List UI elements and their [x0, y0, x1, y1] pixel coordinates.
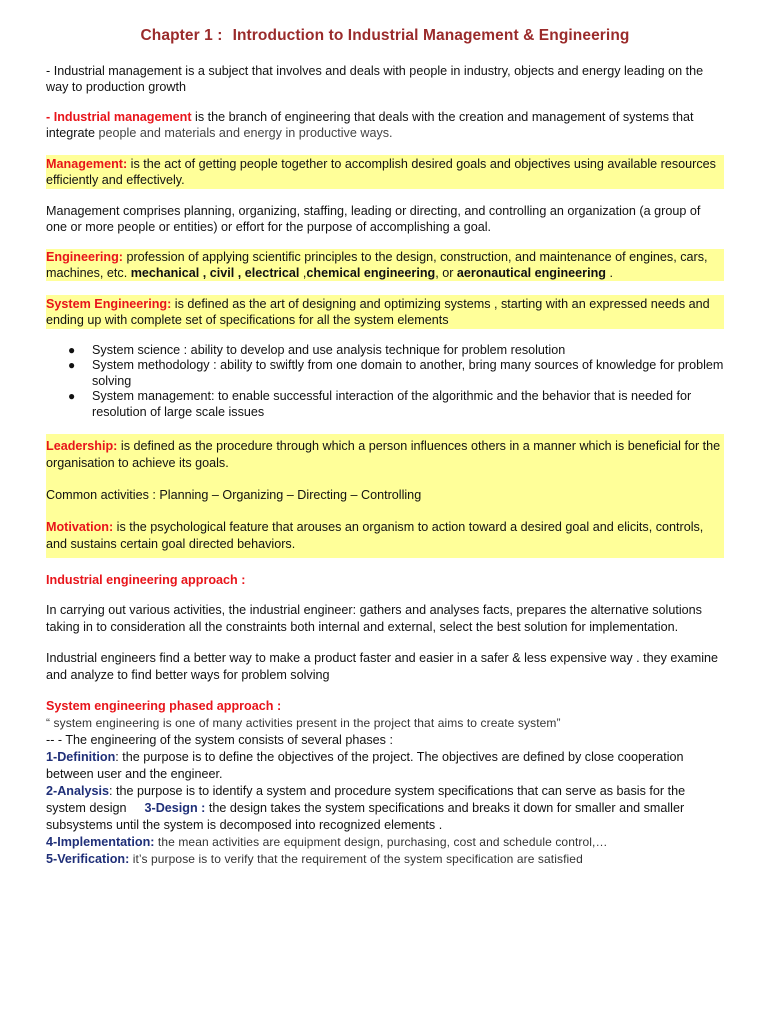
phase-definition: 1-Definition: the purpose is to define the objectives of the project. The objectives are defined by close cooperation between user and the engineer. [46, 750, 684, 782]
ie-approach-paragraph-2: Industrial engineers find a better way to make a product faster and easier in a safer & less expensive way . they examine and analyze to find better ways for problem solving [46, 651, 719, 683]
leadership-motivation-box [46, 434, 724, 558]
list-item: ● System science : ability to develop and use analysis technique for problem resolution [68, 343, 566, 357]
ie-approach-heading: Industrial engineering approach : [46, 573, 246, 588]
system-engineering-bullets [46, 343, 724, 420]
bullet-icon: ● [68, 358, 76, 373]
engineering-definition: Engineering: profession of applying scientific principles to the design, construction, and maintenance of engines, cars, machines, etc. mechanical , civil , electrical ,chemical engineering, or aeronautical engineering . [46, 249, 724, 281]
chapter-title-text: Introduction to Industrial Management & Engineering [232, 27, 630, 44]
bullet-icon: ● [68, 389, 76, 404]
motivation-definition: Motivation: is the psychological feature that arouses an organism to action toward a desired goal and elicits, controls, and sustains certain goal directed behaviors. [46, 520, 704, 552]
chapter-title [46, 27, 724, 45]
phased-approach-heading: System engineering phased approach : [46, 699, 282, 714]
intro-paragraph: - Industrial management is a subject that involves and deals with people in industry, objects and energy leading on the way to production growth [46, 64, 704, 94]
phase-verification: 5-Verification: it’s purpose is to verify that the requirement of the system specification are satisfied [46, 852, 583, 867]
term-engineering: Engineering: [46, 250, 123, 264]
term-management: Management: [46, 157, 128, 171]
term-motivation: Motivation: [46, 520, 114, 535]
ie-approach-paragraph-1: In carrying out various activities, the industrial engineer: gathers and analyses facts, prepares the alternative solutions taking in to consideration all the constraints both internal and external, select the best solution for implementation. [46, 603, 702, 635]
phase-implementation: 4-Implementation: the mean activities are equipment design, purchasing, cost and schedule control,… [46, 835, 608, 850]
term-leadership: Leadership: [46, 439, 118, 454]
industrial-management-definition: - Industrial management is the branch of engineering that deals with the creation and management of systems that integrate people and materials and energy in productive ways. [46, 110, 694, 140]
bullet-icon: ● [68, 343, 76, 357]
term-system-engineering: System Engineering: [46, 297, 172, 311]
phased-approach-quote: “ system engineering is one of many activities present in the project that aims to create system” [46, 716, 561, 731]
chapter-number: Chapter 1 : [140, 27, 223, 44]
phase-analysis-design: 2-Analysis: the purpose is to identify a system and procedure system specifications that can serve as basis for the system design 3-Design : the design takes the system specifications and breaks it down for smaller and smaller subsystems until the system is decomposed into recognized elements . [46, 784, 686, 833]
phases-intro: -- - The engineering of the system consists of several phases : [46, 733, 393, 748]
management-definition: Management: is the act of getting people together to accomplish desired goals and objectives using available resources efficiently and effectively. [46, 155, 724, 189]
leadership-definition: Leadership: is defined as the procedure through which a person influences others in a manner which is beneficial for the organisation to achieve its goals. [46, 439, 721, 471]
system-engineering-definition: System Engineering: is defined as the art of designing and optimizing systems , starting with an expressed needs and ending up with complete set of specifications for all the system elements [46, 295, 724, 329]
term-industrial-management: - Industrial management [46, 110, 192, 124]
list-item: ● System methodology : ability to swiftly from one domain to another, bring many sources of knowledge for problem solving [68, 358, 724, 388]
list-item: ● System management: to enable successful interaction of the algorithmic and the behavior that is needed for resolution of large scale issues [68, 389, 692, 419]
management-comprises-paragraph: Management comprises planning, organizing, staffing, leading or directing, and controlling an organization (a group of one or more people or entities) or effort for the purpose of accomplishing a goal. [46, 204, 701, 234]
common-activities: Common activities : Planning – Organizing – Directing – Controlling [46, 488, 422, 503]
phased-approach-section [46, 698, 724, 868]
